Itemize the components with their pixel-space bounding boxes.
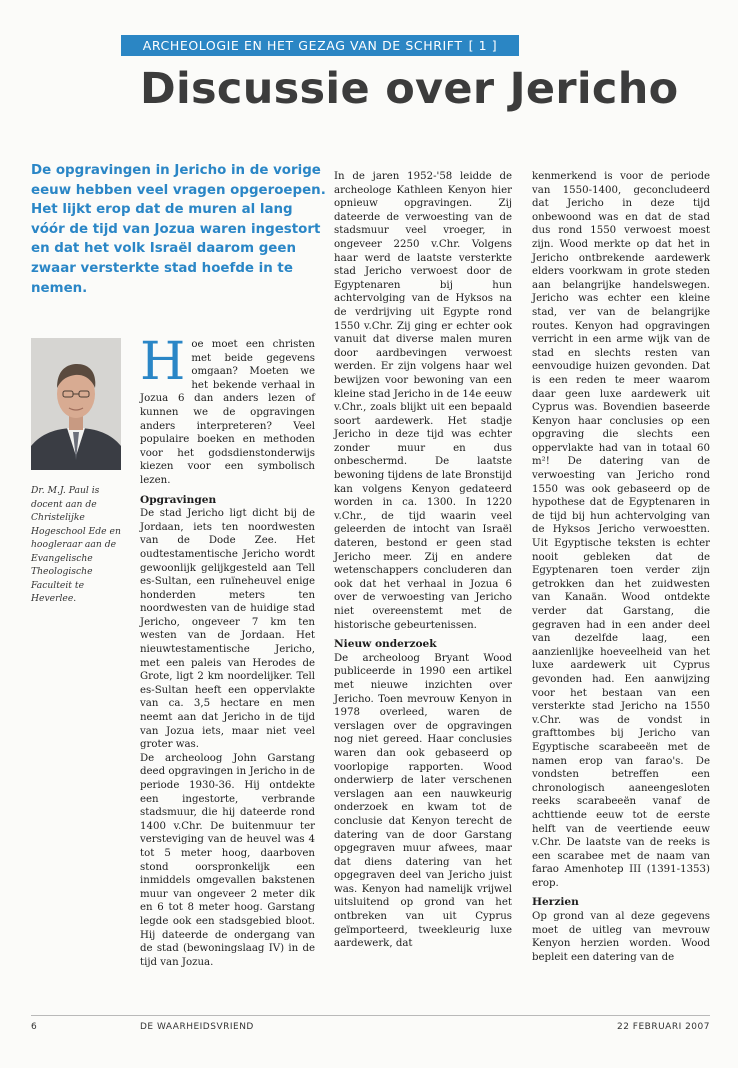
body-paragraph: De stad Jericho ligt dicht bij de Jordaan, iets ten noordwesten van de Dode Zee. Het oudtestamentische Jericho wordt gewoonlijk gelijkgesteld aan Tell es-Sultan, een ruïneheuvel enige honderden meters ten noordwesten van de huidige stad Jericho, ongeveer 7 km ten westen van de Jordaan. Het nieuwtestamentische Jericho, met een paleis van Herodes de Grote, ligt 2 km noordelijker. Tell es-Sultan heeft een oppervlakte van ca. 3,5 hectare en men neemt aan dat Jericho in de tijd van Jozua iets, maar niet veel groter was. [140,508,315,751]
series-title: ARCHEOLOGIE EN HET GEZAG VAN DE SCHRIFT [142,38,463,53]
body-paragraph: Op grond van al deze gegevens moet de uitleg van mevrouw Kenyon herzien worden. Wood bepleit een datering van de [532,911,710,963]
body-paragraph: De archeoloog John Garstang deed opgravingen in Jericho in de periode 1930-36. Hij ontdekte een ingestorte, verbrande stadsmuur, die hij dateerde rond 1400 v.Chr. De buitenmuur ter versteviging van de heuvel was 4 tot 5 meter hoog, daarboven stond oorspronkelijk een inmiddels omgevallen bakstenen muur van ongeveer 2 meter dik en 6 tot 8 meter hoog. Garstang legde ook een stadsgebied bloot. Hij dateerde de ondergang van de stad (bewoningslaag IV) in de tijd van Jozua. [140,752,315,968]
article-column-2 [334,170,512,951]
subheading-herzien: Herzien [532,896,579,909]
magazine-name: DE WAARHEIDSVRIEND [140,1022,254,1032]
series-banner [121,35,519,56]
issue-date: 22 FEBRUARI 2007 [616,1022,710,1032]
subheading-nieuw-onderzoek: Nieuw onderzoek [334,638,437,651]
article-column-3 [532,170,710,964]
author-photo [31,338,121,470]
author-portrait-image [31,338,121,470]
intro-text: oe moet een christen met beide gegevens omgaan? Moeten we het bekende verhaal in Jozua 6 dan anders lezen of kunnen we de opgravingen anders interpreteren? Veel populaire boeken en methoden voor het godsdienstonderwijs kiezen voor een symbolisch lezen. [140,339,315,486]
lead-paragraph: De opgravingen in Jericho in de vorige eeuw hebben veel vragen opgeroepen. Het lijkt erop dat de muren al lang vóór de tijd van Jozua waren ingestort en dat het volk Israël daarom geen zwaar versterkte stad hoefde in te nemen. [31,163,326,296]
body-paragraph: In de jaren 1952-'58 leidde de archeologe Kathleen Kenyon hier opnieuw opgravingen. Zij dateerde de verwoesting van de stadsmuur veel vroeger, in ongeveer 2250 v.Chr. Volgens haar werd de laatste versterkte stad Jericho verwoest door de Egyptenaren bij hun achtervolging van de Hyksos na de verdrijving uit Egypte rond 1550 v.Chr. Zij ging er echter ook vanuit dat diverse malen muren door aardbevingen verwoest werden. Er zijn volgens haar wel bewijzen voor bewoning van een kleine stad Jericho in de 14e eeuw v.Chr., zoals blijkt uit een bepaald soort aardewerk. Het stadje Jericho in deze tijd was echter zonder muur en dus onbeschermd. De laatste bewoning tijdens de late Bronstijd kan volgens Kenyon gedateerd worden in ca. 1300. In 1220 v.Chr., de tijd waarin veel geleerden de intocht van Israël dateren, bestond er geen stad Jericho meer. Zij en andere wetenschappers concluderen dan ook dat het verhaal in Jozua 6 over de verwoesting van Jericho niet overeenstemt met de historische gebeurtenissen. [334,171,512,631]
article-column-1 [140,332,315,969]
body-paragraph: De archeoloog Bryant Wood publiceerde in 1990 een artikel met nieuwe inzichten over Jericho. Toen mevrouw Kenyon in 1978 overleed, waren de verslagen over de opgravingen nog niet gereed. Haar conclusies waren dan ook gebaseerd op voorlopige rapporten. Wood onderwierp de later verschenen verslagen aan een nauwkeurig onderzoek en kwam tot de conclusie dat Kenyon terecht de datering van de door Garstang opgegraven muur afwees, maar dat diens datering van het opgegraven deel van Jericho juist was. Kenyon had namelijk vrijwel uitsluitend op grond van het ontbreken van uit Cyprus geïmporteerd, tweekleurig luxe aardewerk, dat [334,652,512,950]
series-number: [ 1 ] [468,38,498,53]
article-title: Discussie over Jericho [140,64,679,114]
body-paragraph: kenmerkend is voor de periode van 1550-1400, geconcludeerd dat Jericho in deze tijd onbewoond was en dat de stad dus rond 1550 verwoest moest zijn. Wood merkte op dat het in Jericho ontbrekende aardewerk elders voorkwam in grote steden aan belangrijke handelswegen. Jericho was echter een kleine stad, ver van de belangrijke routes. Kenyon had opgravingen verricht in een arme wijk van de stad en slechts resten van eenvoudige huizen gevonden. Dat is een reden te meer waarom daar geen luxe aardewerk uit Cyprus was. Bovendien baseerde Kenyon haar conclusies op een opgraving die slechts een oppervlakte had van in totaal 60 m²! De datering van de verwoesting van Jericho rond 1550 was ook gebaseerd op de hypothese dat de Egyptenaren in de tijd bij hun achtervolging van de Hyksos Jericho verwoestten. Uit Egyptische teksten is echter nooit gebleken dat de Egyptenaren toen verder zijn getrokken dan het zuidwesten van Kanaän. Wood ontdekte verder dat Garstang, die gegraven had in een ander deel van dezelfde laag, een aanzienlijke hoeveelheid van het luxe aardewerk uit Cyprus gevonden had. Een aanwijzing voor het bestaan van een versterkte stad Jericho na 1550 v.Chr. was de vondst in grafttombes bij Jericho van Egyptische scarabeeën met de namen erop van farao's. De vondsten betreffen een chronologisch aaneengesloten reeks scarabeeën vanaf de achttiende eeuw tot de eerste helft van de veertiende eeuw v.Chr. De laatste van de reeks is een scarabee met de naam van farao Amenhotep III (1391-1353) erop. [532,171,710,889]
author-caption: Dr. M.J. Paul is docent aan de Christelijke Hogeschool Ede en hoogleraar aan de Evangelische Theologische Faculteit te Heverlee. [31,485,121,604]
drop-cap: H [140,332,186,392]
page-number: 6 [31,1022,38,1032]
subheading-opgravingen: Opgravingen [140,493,217,506]
footer-divider [31,1015,710,1016]
intro-paragraph [140,332,315,488]
